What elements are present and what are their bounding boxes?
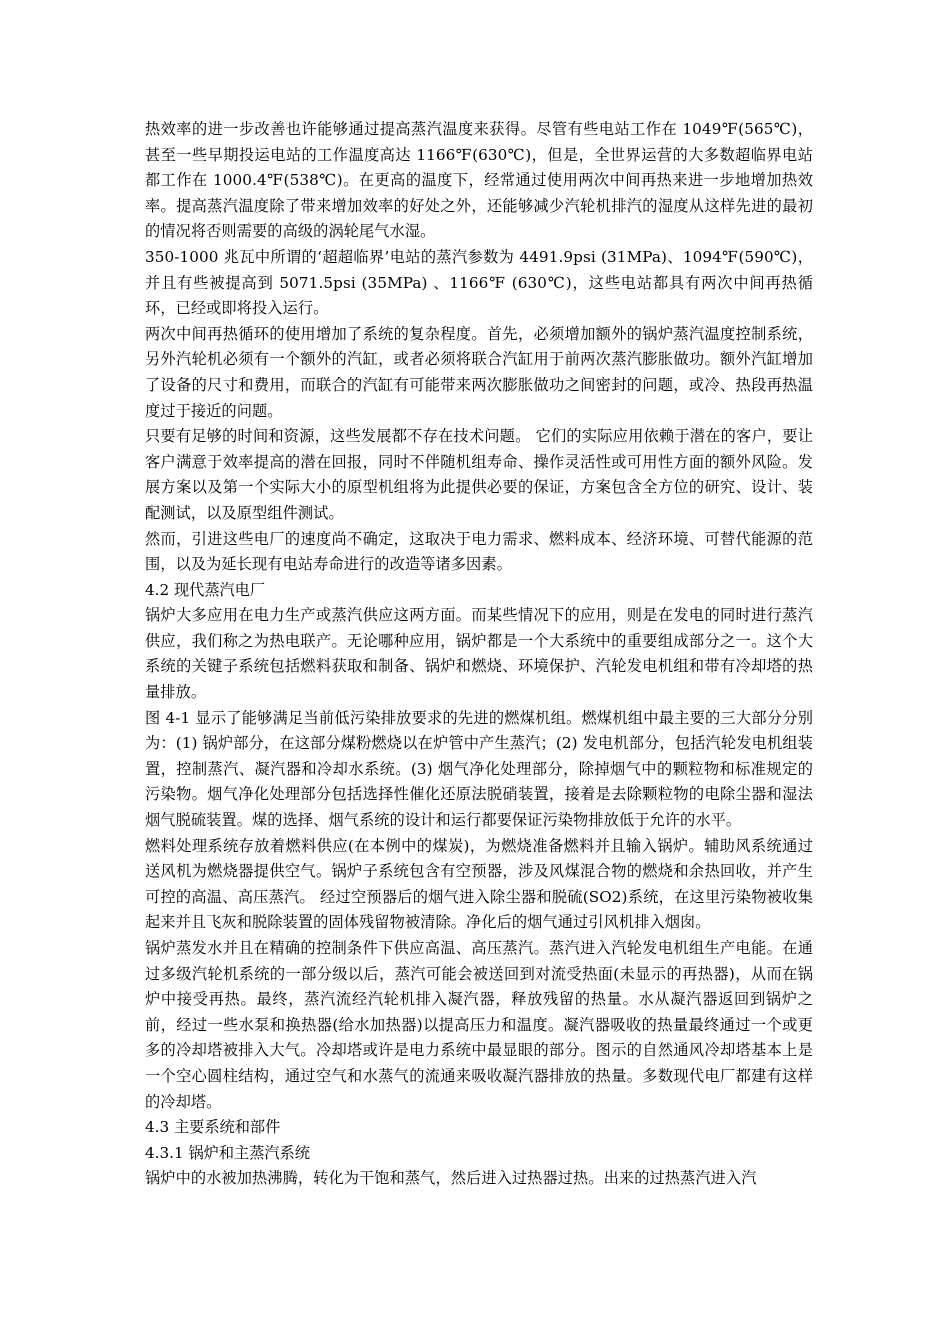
paragraph-development: 只要有足够的时间和资源，这些发展都不存在技术问题。 它们的实际应用依赖于潜在的客户，要让客户满意于效率提高的潜在回报，同时不伴随机组寿命、操作灵活性或可用性方面的额外风险。发展方案以及第一个实际大小的原型机组将为此提供必要的保证，方案包含全方位的研究、设计、装配测试，以及原型组件测试。 [145,427,813,522]
paragraph-boiler-applications: 锅炉大多应用在电力生产或蒸汽供应这两方面。而某些情况下的应用，则是在发电的同时进行蒸汽供应，我们称之为热电联产。无论哪种应用，锅炉都是一个大系统中的重要组成部分之一。这个大系统的关键子系统包括燃料获取和制备、锅炉和燃烧、环境保护、汽轮发电机组和带有冷却塔的热量排放。 [145,606,813,702]
section-heading-4-2: 4.2 现代蒸汽电厂 [145,580,266,599]
section-heading-4-3-1: 4.3.1 锅炉和主蒸汽系统 [145,1143,310,1162]
paragraph-steam-temperature: 热效率的进一步改善也许能够通过提高蒸汽温度来获得。尽管有些电站工作在 1049℉(565℃)，甚至一些早期投运电站的工作温度高达 1166℉(630℃)，但是，全世界运营的大多数超临界电站都工作在 1000.4℉(538℃)。在更高的温度下，经常通过使用两次中间再热来进一步地增加热效率。提高蒸汽温度除了带来增加效率的好处之外，还能够减少汽轮机排汽的湿度从这样先进的最初的情况将否则需要的高级的涡轮尾气水湿。 [145,120,813,241]
paragraph-double-reheat: 两次中间再热循环的使用增加了系统的复杂程度。首先，必须增加额外的锅炉蒸汽温度控制系统，另外汽轮机必须有一个额外的汽缸，或者必须将联合汽缸用于前两次蒸汽膨胀做功。额外汽缸增加了设备的尺寸和费用，而联合的汽缸有可能带来两次膨胀做功之间密封的问题，或冷、热段再热温度过于接近的问题。 [145,324,813,420]
paragraph-ultra-supercritical: 350-1000 兆瓦中所谓的‘超超临界’电站的蒸汽参数为 4491.9psi (31MPa)、1094℉(590℃)，并且有些被提高到 5071.5psi (35MPa) 、1166℉ (630℃)，这些电站都具有两次中间再热循环，已经或即将投入运行。 [145,247,813,318]
paragraph-figure-4-1: 图 4-1 显示了能够满足当前低污染排放要求的先进的燃煤机组。燃煤机组中最主要的三大部分分别为：(1) 锅炉部分，在这部分煤粉燃烧以在炉管中产生蒸汽；(2) 发电机部分，包括汽轮发电机组装置，控制蒸汽、凝汽器和冷却水系统。(3) 烟气净化处理部分，除掉烟气中的颗粒物和标准规定的污染物。烟气净化处理部分包括选择性催化还原法脱硝装置，接着是去除颗粒物的电除尘器和湿法烟气脱硫装置。煤的选择、烟气系统的设计和运行都要保证污染物排放低于允许的水平。 [145,708,813,830]
paragraph-fuel-handling: 燃料处理系统存放着燃料供应(在本例中的煤炭)，为燃烧准备燃料并且输入锅炉。辅助风系统通过送风机为燃烧器提供空气。锅炉子系统包含有空预器，涉及风煤混合物的燃烧和余热回收，并产生可控的高温、高压蒸汽。 经过空预器后的烟气进入除尘器和脱硫(SO2)系统，在这里污染物被收集起来并且飞灰和脱除装置的固体残留物被清除。净化后的烟气通过引风机排入烟囱。 [145,836,813,932]
document-page [145,117,813,1192]
section-heading-4-3: 4.3 主要系统和部件 [145,1118,281,1137]
paragraph-boiler-main-steam: 锅炉中的水被加热沸腾，转化为干饱和蒸气，然后进入过热器过热。出来的过热蒸汽进入汽 [145,1169,757,1188]
paragraph-introduction-speed: 然而，引进这些电厂的速度尚不确定，这取决于电力需求、燃料成本、经济环境、可替代能源的范围，以及为延长现有电站寿命进行的改造等诸多因素。 [145,529,813,574]
paragraph-steam-cycle: 锅炉蒸发水并且在精确的控制条件下供应高温、高压蒸汽。蒸汽进入汽轮发电机组生产电能。在通过多级汽轮机系统的一部分级以后，蒸汽可能会被送回到对流受热面(未显示的再热器)，从而在锅炉中接受再热。最终，蒸汽流经汽轮机排入凝汽器，释放残留的热量。水从凝汽器返回到锅炉之前，经过一些水泵和换热器(给水加热器)以提高压力和温度。凝汽器吸收的热量最终通过一个或更多的冷却塔被排入大气。冷却塔或许是电力系统中最显眼的部分。图示的自然通风冷却塔基本上是一个空心圆柱结构，通过空气和水蒸气的流通来吸收凝汽器排放的热量。多数现代电厂都建有这样的冷却塔。 [145,939,813,1111]
